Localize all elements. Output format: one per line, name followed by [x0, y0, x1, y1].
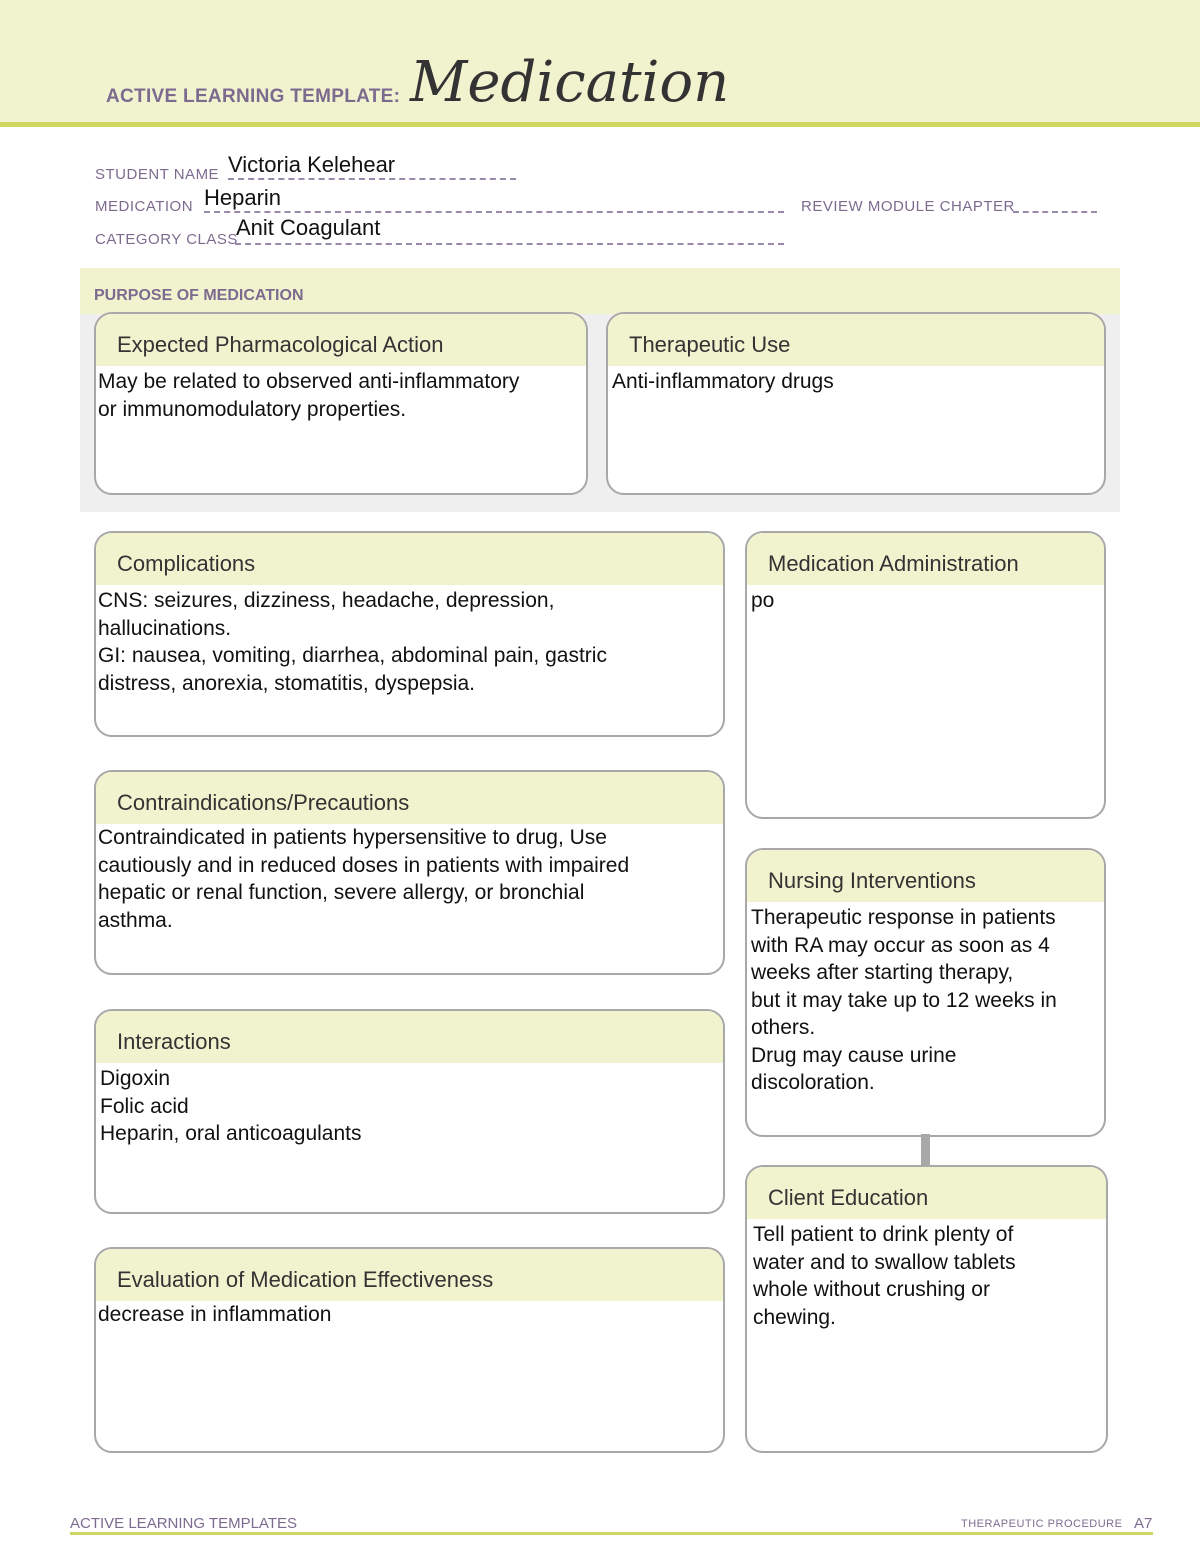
- page-title: Medication: [410, 50, 730, 115]
- footer-left: ACTIVE LEARNING TEMPLATES: [70, 1515, 297, 1532]
- administration-text[interactable]: po: [751, 589, 775, 612]
- therapeutic-use-text[interactable]: Anti-inflammatory drugs: [612, 370, 834, 393]
- header-divider: [0, 122, 1200, 127]
- interactions-text[interactable]: Digoxin Folic acid Heparin, oral anticoagulants: [100, 1067, 362, 1145]
- box-title: Therapeutic Use: [608, 314, 1104, 366]
- box-title: Interactions: [96, 1011, 723, 1063]
- review-module-field[interactable]: [1013, 211, 1097, 213]
- page-number: A7: [1134, 1515, 1153, 1532]
- interactions-box: [94, 1009, 725, 1214]
- template-label: ACTIVE LEARNING TEMPLATE:: [106, 86, 401, 107]
- client-education-text[interactable]: Tell patient to drink plenty of water and to swallow tablets whole without crushing or chewing.: [753, 1223, 1016, 1329]
- box-title: Expected Pharmacological Action: [96, 314, 586, 366]
- nursing-interventions-box: [745, 848, 1106, 1137]
- category-class-line: [235, 243, 784, 245]
- complications-box: [94, 531, 725, 737]
- footer-divider: [70, 1532, 1153, 1535]
- box-title: Evaluation of Medication Effectiveness: [96, 1249, 723, 1301]
- medication-label: MEDICATION: [95, 198, 194, 215]
- category-class-label: CATEGORY CLASS: [95, 231, 238, 248]
- client-education-box: [745, 1165, 1108, 1453]
- box-title: Contraindications/Precautions: [96, 772, 723, 824]
- evaluation-box: [94, 1247, 725, 1453]
- expected-action-text[interactable]: May be related to observed anti-inflammatory or immunomodulatory properties.: [98, 370, 520, 421]
- footer-section: THERAPEUTIC PROCEDURE: [961, 1518, 1123, 1530]
- complications-text[interactable]: CNS: seizures, dizziness, headache, depression, hallucinations. GI: nausea, vomiting, diarrhea, abdominal pain, gastric distress, anorexia, stomatitis, dyspepsia.: [98, 589, 607, 695]
- category-class-field[interactable]: Anit Coagulant: [236, 215, 381, 240]
- connector-line: [921, 1134, 930, 1168]
- purpose-title: PURPOSE OF MEDICATION: [94, 287, 304, 304]
- nursing-interventions-text[interactable]: Therapeutic response in patients with RA may occur as soon as 4 weeks after starting therapy, but it may take up to 12 weeks in others. Drug may cause urine discoloration.: [751, 906, 1057, 1094]
- administration-box: [745, 531, 1106, 819]
- student-name-field[interactable]: Victoria Kelehear: [228, 152, 396, 177]
- medication-field[interactable]: Heparin: [204, 185, 282, 210]
- contraindications-text[interactable]: Contraindicated in patients hypersensitive to drug, Use cautiously and in reduced doses in patients with impaired hepatic or renal function, severe allergy, or bronchial asthma.: [98, 826, 630, 932]
- box-title: Medication Administration: [747, 533, 1104, 585]
- box-title: Complications: [96, 533, 723, 585]
- medication-line: [204, 211, 784, 213]
- review-module-label: REVIEW MODULE CHAPTER: [801, 198, 1015, 215]
- evaluation-text[interactable]: decrease in inflammation: [98, 1303, 332, 1326]
- box-title: Client Education: [747, 1167, 1106, 1219]
- therapeutic-use-box: [606, 312, 1106, 495]
- student-name-line: [228, 178, 516, 180]
- contraindications-box: [94, 770, 725, 975]
- expected-action-box: [94, 312, 588, 495]
- student-name-label: STUDENT NAME: [95, 166, 220, 183]
- box-title: Nursing Interventions: [747, 850, 1104, 902]
